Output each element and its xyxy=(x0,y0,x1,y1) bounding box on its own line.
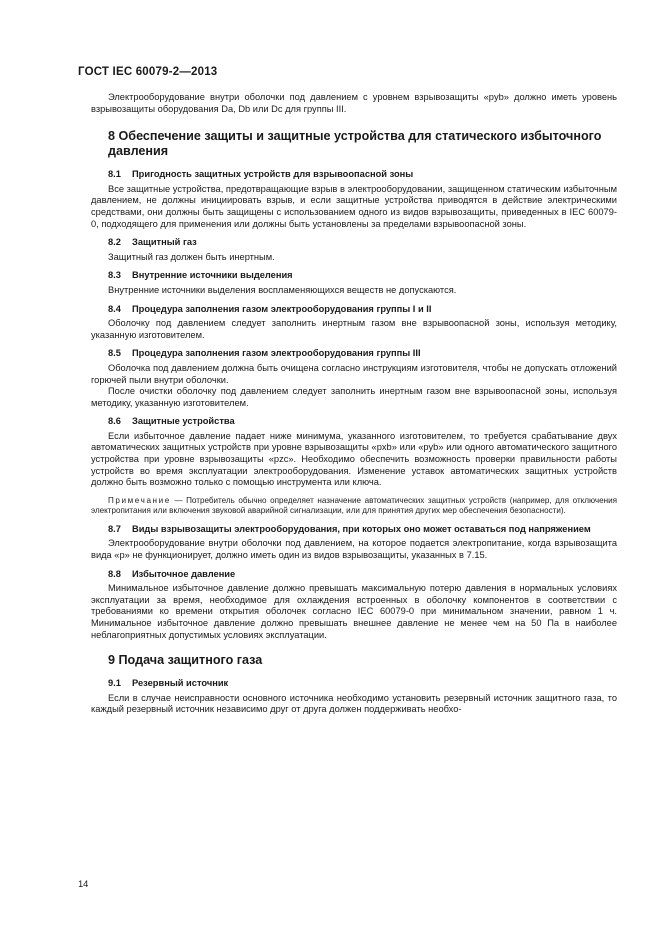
subsection-number: 8.6 xyxy=(108,416,121,427)
subsection-number: 8.8 xyxy=(108,568,121,579)
section-9-heading: 9 Подача защитного газа xyxy=(108,653,263,668)
subsection-8-3-heading xyxy=(108,270,617,282)
subsection-title: Защитные устройства xyxy=(132,416,235,427)
paragraph: Внутренние источники выделения воспламеняющихся веществ не допускаются. xyxy=(108,284,457,295)
page-number: 14 xyxy=(78,879,89,889)
standard-header: ГОСТ IEC 60079-2—2013 xyxy=(78,66,218,78)
paragraph: Электрооборудование внутри оболочки под давлением, на которое подается электропитание, когда взрывозащита вида «p» не функционирует, должно иметь один из видов взрывозащиты, указанных в 7.15. xyxy=(91,538,617,561)
subsection-title: Резервный источник xyxy=(132,678,229,689)
subsection-number: 8.7 xyxy=(108,523,121,534)
paragraph: Защитный газ должен быть инертным. xyxy=(108,251,275,262)
subsection-8-5-heading xyxy=(108,348,617,360)
paragraph: Если в случае неисправности основного источника необходимо установить резервный источник защитного газа, то каждый резервный источник независимо друг от друга должен поддерживать необхо- xyxy=(91,692,617,715)
subsection-8-6-heading xyxy=(108,416,617,428)
note-text: — Потребитель обычно определяет назначение автоматических защитных устройств (например, для отключения электропитания или включения звуковой аварийной сигнализации, или для принятия других мер обеспечения безопасности). xyxy=(91,495,617,516)
subsection-title: Процедура заполнения газом электрооборудования группы I и II xyxy=(132,303,432,314)
subsection-title: Защитный газ xyxy=(132,237,197,248)
subsection-8-1-heading xyxy=(108,169,617,181)
subsection-number: 8.5 xyxy=(108,348,121,359)
subsection-title: Внутренние источники выделения xyxy=(132,270,293,281)
paragraph: После очистки оболочку под давлением следует заполнить инертным газом вне взрывоопасной зоны, используя методику, указанную изготовителем. xyxy=(91,386,617,408)
subsection-9-1-heading xyxy=(108,678,617,690)
paragraph: Оболочка под давлением должна быть очищена согласно инструкциям изготовителя, чтобы не допускать отложений горючей пыли внутри оболочки. xyxy=(91,362,617,385)
page-content xyxy=(91,92,617,716)
subsection-number: 8.1 xyxy=(108,169,121,180)
paragraph: Минимальное избыточное давление должно превышать максимальную потерю давления в нормальных условиях эксплуатации за время, необходимое для охлаждения встроенных в оболочку компонентов в соответствии с требованиями ко времени открытия оболочек согласно IEC 60079-0 при минимальном значении, равном 1 ч. Минимальное избыточное давление должно превышать внешнее давление не менее чем на 50 Па в наиболее неблагоприятных допустимых условиях эксплуатации. xyxy=(91,583,617,640)
subsection-title: Избыточное давление xyxy=(132,568,236,579)
subsection-8-2-heading xyxy=(108,237,617,249)
paragraph: Если избыточное давление падает ниже минимума, указанного изготовителем, то требуется срабатывание двух автоматических защитных устройств при уровне взрывозащиты «pxb» или «pyb» или одного автоматического защитного устройства при уровне взрывозащиты «pzc». Необходимо обеспечить возможность проверки правильности работы устройств во время эксплуатации электрооборудования. Изменение уставок автоматических защитных устройств должно быть возможно только с помощью инструмента или ключа. xyxy=(91,430,617,488)
subsection-8-4-heading xyxy=(108,304,617,316)
subsection-8-7-heading xyxy=(108,524,617,536)
section-8-heading: 8 Обеспечение защиты и защитные устройства для статического избыточного давления xyxy=(108,129,602,159)
subsection-number: 8.2 xyxy=(108,237,121,248)
paragraph: Все защитные устройства, предотвращающие взрыв в электрооборудовании, защищенном статическим избыточным давлением, не должны инициировать взрыв, и если защитные устройства приводятся в действие электрическими средствами, они должны быть защищены с использованием одного из видов взрывозащиты, приведенных в IEC 60079-0, подходящего для применения или должны быть установлены за пределами взрывоопасной зоны. xyxy=(91,183,617,229)
subsection-title: Пригодность защитных устройств для взрывоопасной зоны xyxy=(132,169,414,180)
note xyxy=(91,496,617,517)
intro-paragraph: Электрооборудование внутри оболочки под давлением с уровнем взрывозащиты «pyb» должно иметь уровень взрывозащиты оборудования Da, Db или Dc для группы III. xyxy=(91,92,617,114)
paragraph: Оболочку под давлением следует заполнить инертным газом вне взрывоопасной зоны, используя методику, указанную изготовителем. xyxy=(91,318,617,340)
note-label: Примечание xyxy=(108,495,171,505)
subsection-title: Виды взрывозащиты электрооборудования, при которых оно может оставаться под напряжением xyxy=(132,523,591,534)
subsection-number: 8.3 xyxy=(108,270,121,281)
subsection-number: 9.1 xyxy=(108,678,121,689)
subsection-8-8-heading xyxy=(108,569,617,581)
subsection-number: 8.4 xyxy=(108,303,121,314)
subsection-title: Процедура заполнения газом электрооборудования группы III xyxy=(132,348,421,359)
